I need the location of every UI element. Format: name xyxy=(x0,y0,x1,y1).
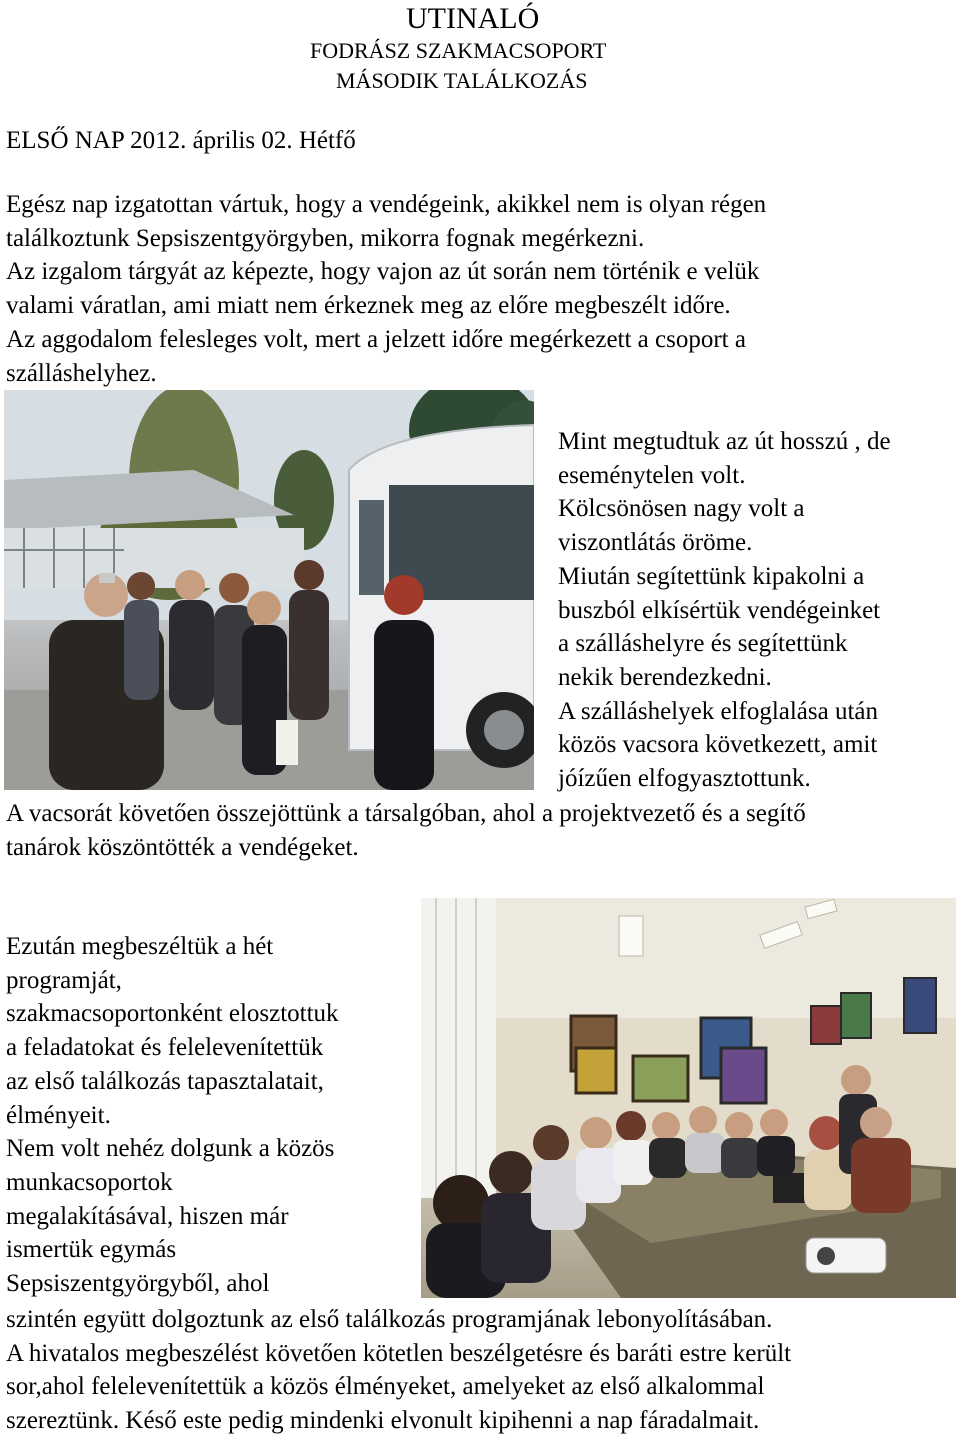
text-line: Az aggodalom felesleges volt, mert a jelzett időre megérkezett a csoport a xyxy=(6,325,746,353)
text-line: jóízűen elfogyasztottunk. xyxy=(558,765,811,793)
text-line: szintén együtt dolgoztunk az első találkozás programjának lebonyolításában. xyxy=(6,1306,773,1333)
paragraph-journey xyxy=(558,425,958,796)
text-line: tanárok köszöntötték a vendégeket. xyxy=(6,833,359,861)
text-line: Kölcsönösen nagy volt a xyxy=(558,495,805,523)
text-line: Mint megtudtuk az út hosszú , de xyxy=(558,428,891,455)
text-line: Egész nap izgatottan vártuk, hogy a vendégeink, akikkel nem is olyan régen xyxy=(6,191,767,218)
text-line: A hivatalos megbeszélést követően kötetlen beszélgetésre és baráti estre került xyxy=(6,1339,792,1367)
text-line: A szálláshelyek elfoglalása után xyxy=(558,697,879,725)
text-line: Nem volt nehéz dolgunk a közös xyxy=(6,1135,335,1163)
paragraph-evening xyxy=(6,1303,956,1438)
document-subtitle-meeting: MÁSODIK TALÁLKOZÁS xyxy=(336,68,588,93)
text-line: közös vacsora következett, amit xyxy=(558,731,878,759)
paragraph-arrival xyxy=(6,188,956,390)
paragraph-dinner xyxy=(6,797,956,864)
photo-group-at-van-drawing xyxy=(4,390,534,790)
photo-meeting-room-drawing xyxy=(421,898,956,1298)
text-line: A vacsorát követően összejöttünk a társalgóban, ahol a projektvezető és a segítő xyxy=(6,800,806,827)
text-line: megalakításával, hiszen már xyxy=(6,1202,289,1230)
text-line: eseménytelen volt. xyxy=(558,461,746,489)
text-line: programját, xyxy=(6,966,122,994)
text-line: nekik berendezkedni. xyxy=(558,663,772,691)
text-line: sor,ahol felelevenítettük a közös élményeket, amelyeket az első alkalommal xyxy=(6,1373,765,1401)
text-line: találkoztunk Sepsiszentgyörgyben, mikorra fognak megérkezni. xyxy=(6,224,645,252)
text-line: szakmacsoportonként elosztottuk xyxy=(6,1000,339,1028)
text-line: valami váratlan, ami miatt nem érkeznek meg az előre megbeszélt időre. xyxy=(6,292,731,320)
text-line: ismertük egymás xyxy=(6,1236,177,1264)
photo-meeting-room xyxy=(421,898,956,1298)
text-line: a feladatokat és felelevenítettük xyxy=(6,1034,324,1062)
text-line: Miután segítettünk kipakolni a xyxy=(558,562,865,590)
text-line: Sepsiszentgyörgyből, ahol xyxy=(6,1270,270,1298)
text-line: viszontlátás öröme. xyxy=(558,529,753,557)
text-line: a szálláshelyre és segítettünk xyxy=(558,630,848,658)
text-line: buszból elkísértük vendégeinket xyxy=(558,596,881,624)
day-heading: ELSŐ NAP 2012. április 02. Hétfő xyxy=(6,127,356,154)
text-line: élményeit. xyxy=(6,1101,111,1129)
text-line: Az izgalom tárgyát az képezte, hogy vajon az út során nem történik e velük xyxy=(6,258,760,286)
document-subtitle-group: FODRÁSZ SZAKMACSOPORT xyxy=(310,38,607,63)
text-line: szálláshelyhez. xyxy=(6,359,157,387)
text-line: munkacsoportok xyxy=(6,1168,173,1196)
text-line: Ezután megbeszéltük a hét xyxy=(6,933,274,960)
paragraph-program xyxy=(6,930,416,1301)
text-line: az első találkozás tapasztalatait, xyxy=(6,1067,324,1095)
text-line: szereztünk. Késő este pedig mindenki elvonult kipihenni a nap fáradalmait. xyxy=(6,1407,760,1435)
document-title: UTINALÓ xyxy=(406,2,540,35)
photo-group-at-van xyxy=(4,390,534,790)
